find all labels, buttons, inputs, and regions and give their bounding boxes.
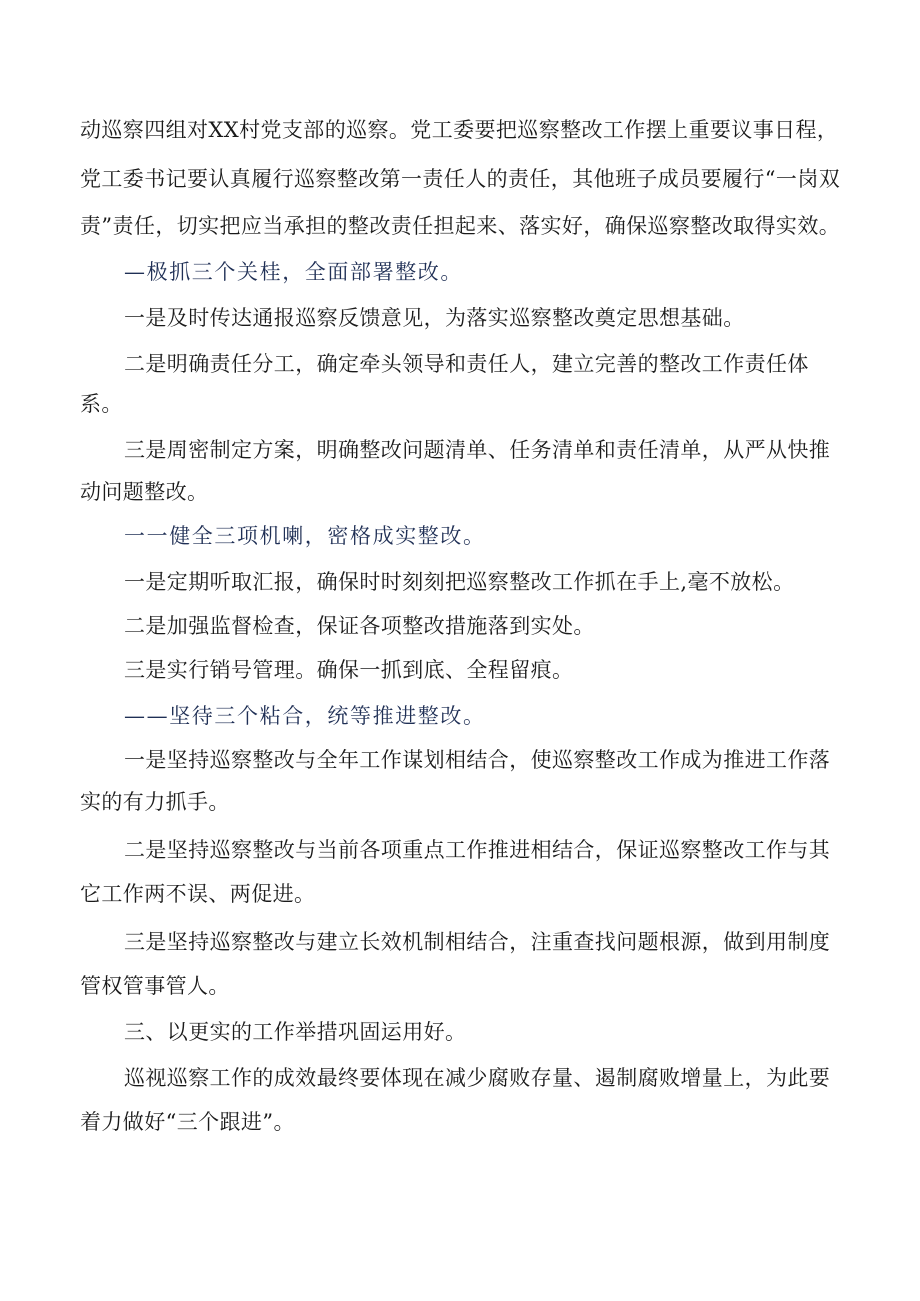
section-heading: 三、以更实的工作举措巩固运用好。 — [124, 1020, 467, 1044]
text-line: 党工委书记要认真履行巡察整改第一责任人的责任，其他班子成员要履行“一岗双 — [80, 167, 841, 191]
text-line: 一是及时传达通报巡察反馈意见，为落实巡察整改奠定思想基础。 — [124, 306, 745, 330]
text-line: 系。 — [80, 392, 123, 416]
section-heading: —极抓三个关桂，全面部署整改。 — [124, 260, 463, 284]
text-line: 管权管事管人。 — [80, 974, 230, 998]
text-line: 二是加强监督检查，保证各项整改措施落到实处。 — [124, 614, 595, 638]
text-line: 一是坚持巡察整改与全年工作谋划相结合，使巡察整改工作成为推进工作落 — [124, 748, 831, 772]
section-heading: ——坚待三个粘合，统等推进整改。 — [124, 704, 486, 728]
text-line: 它工作两不误、两促进。 — [80, 882, 316, 906]
text-line: 三是坚持巡察整改与建立长效机制相结合，注重查找问题根源，做到用制度 — [124, 930, 831, 954]
text-line: 责”责任，切实把应当承担的整改责任担起来、落实好，确保巡察整改取得实效。 — [80, 214, 841, 238]
text-line: 动巡察四组对XX村党支部的巡察。党工委要把巡察整改工作摆上重要议事日程， — [80, 118, 839, 142]
text-line: 一是定期听取汇报，确保时时刻刻把巡察整改工作抓在手上,毫不放松。 — [124, 570, 795, 594]
text-line: 实的有力抓手。 — [80, 790, 230, 814]
text-line: 动问题整改。 — [80, 480, 209, 504]
text-line: 三是实行销号管理。确保一抓到底、全程留痕。 — [124, 658, 574, 682]
text-line: 二是坚持巡察整改与当前各项重点工作推进相结合，保证巡察整改工作与其 — [124, 838, 831, 862]
section-heading: 一一健全三项机喇，密格成实整改。 — [124, 524, 486, 548]
text-line: 巡视巡察工作的成效最终要体现在减少腐败存量、遏制腐败增量上，为此要 — [124, 1066, 831, 1090]
text-line: 二是明确责任分工，确定牵头领导和责任人，建立完善的整改工作责任体 — [124, 352, 809, 376]
text-line: 三是周密制定方案，明确整改问题清单、任务清单和责任清单，从严从快推 — [124, 438, 831, 462]
text-line: 着力做好“三个跟进”。 — [80, 1110, 295, 1134]
